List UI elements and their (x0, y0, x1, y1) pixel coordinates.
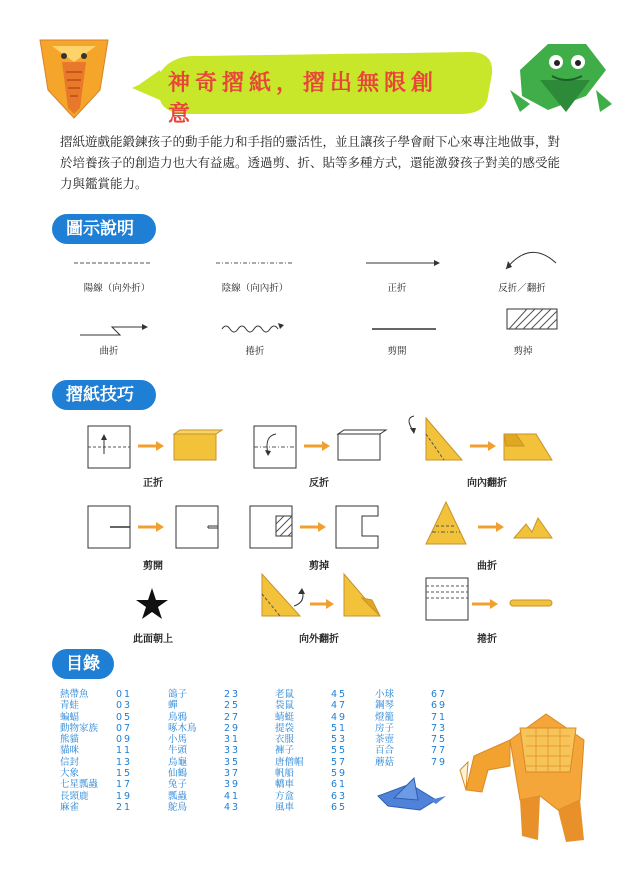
toc-entry (275, 745, 361, 756)
toc-entry-title: 青蛙 (60, 700, 80, 712)
technique-label-this-side-up: 此面朝上 (133, 634, 173, 645)
techniques-heading: 摺紙技巧 (52, 380, 156, 410)
toc-entry (275, 734, 361, 745)
toc-entry-title: 衣服 (275, 734, 295, 746)
intro-paragraph: 摺紙遊戲能鍛鍊孩子的動手能力和手指的靈活性，並且讓孩子學會耐下心來專注地做事，對於培養孩子的創造力也大有益處。透過剪、折、貼等多種方式，還能激發孩子對美的感受能力與鑑賞能力。 (60, 134, 561, 191)
toc-entry-page: 41 (224, 790, 241, 802)
toc-entry-title: 啄木鳥 (168, 722, 197, 734)
toc-entry-page: 79 (431, 756, 448, 768)
toc-entry-page: 73 (431, 722, 448, 734)
toc-entry-title: 房子 (375, 722, 395, 734)
technique-label-valley: 正折 (143, 478, 163, 489)
toc-entry (60, 723, 146, 734)
toc-entry-title: 蟬 (168, 700, 178, 712)
technique-valley-fold (88, 426, 222, 468)
toc-entry-page: 67 (431, 689, 448, 700)
toc-entry (168, 700, 254, 711)
toc-entry-title: 烏龜 (168, 756, 188, 768)
origami-elephant-icon (460, 714, 584, 842)
toc-column-3 (275, 689, 361, 813)
origami-bird-icon (378, 778, 446, 810)
toc-entry-page: 25 (224, 700, 241, 712)
technique-roll-fold (426, 578, 552, 620)
toc-entry (168, 779, 254, 790)
legend-label-back: 反折／翻折 (498, 283, 546, 294)
toc-entry (375, 689, 461, 700)
technique-label-inside-reverse: 向內翻折 (467, 478, 507, 489)
toc-entry-title: 熊貓 (60, 734, 80, 746)
technique-cut-open (88, 506, 218, 548)
toc-entry-page: 51 (331, 722, 348, 734)
legend-label-valley: 陰線（向內折） (221, 283, 289, 294)
toc-entry (168, 802, 254, 813)
toc-entry (60, 700, 146, 711)
technique-diagrams (0, 410, 626, 640)
toc-entry-title: 方盒 (275, 790, 295, 802)
toc-entry (275, 802, 361, 813)
toc-entry (168, 689, 254, 700)
origami-cicada-icon (40, 40, 108, 118)
toc-entry (275, 700, 361, 711)
toc-entry-title: 帆船 (275, 768, 295, 780)
toc-entry (60, 757, 146, 768)
toc-entry-title: 長頸鹿 (60, 790, 89, 802)
toc-entry-title: 小馬 (168, 734, 188, 746)
toc-entry-title: 褲子 (275, 745, 295, 757)
toc-entry (275, 779, 361, 790)
toc-entry (60, 734, 146, 745)
technique-label-outside-reverse: 向外翻折 (299, 634, 339, 645)
toc-entry-page: 53 (331, 734, 348, 746)
toc-entry (275, 791, 361, 802)
toc-entry-page: 65 (331, 801, 348, 813)
toc-entry (168, 757, 254, 768)
toc-entry-page: 57 (331, 756, 348, 768)
toc-entry-page: 77 (431, 745, 448, 757)
toc-entry-page: 13 (116, 756, 133, 768)
toc-entry-title: 百合 (375, 745, 395, 757)
toc-entry-title: 鴿子 (168, 689, 188, 700)
toc-entry-page: 27 (224, 711, 241, 723)
toc-entry-page: 69 (431, 700, 448, 712)
toc-entry-page: 39 (224, 779, 241, 791)
toc-entry (275, 712, 361, 723)
legend-heading: 圖示說明 (52, 214, 156, 244)
technique-label-cut-open: 剪開 (143, 561, 163, 572)
toc-entry-title: 仙鶴 (168, 768, 188, 780)
toc-entry-title: 小球 (375, 689, 395, 700)
toc-entry-title: 七星瓢蟲 (60, 779, 99, 791)
toc-entry (168, 791, 254, 802)
toc-entry-page: 01 (116, 689, 133, 700)
technique-label-zigzag: 曲折 (477, 561, 497, 572)
zigzag-fold-arrow (80, 324, 148, 335)
toc-entry (275, 689, 361, 700)
fold-forward-arrow (366, 260, 440, 266)
toc-entry-page: 11 (116, 745, 133, 757)
toc-entry-title: 信封 (60, 756, 80, 768)
technique-label-mountain: 反折 (309, 478, 329, 489)
toc-entry (275, 723, 361, 734)
toc-entry-page: 47 (331, 700, 348, 712)
toc-entry (60, 779, 146, 790)
toc-entry (60, 802, 146, 813)
technique-label-cut-away: 剪掉 (309, 561, 329, 572)
toc-entry-title: 熱帶魚 (60, 689, 89, 700)
toc-entry-title: 風車 (275, 801, 295, 813)
cut-away-box (507, 309, 557, 329)
toc-entry-title: 蘑菇 (375, 756, 395, 768)
toc-entry-page: 61 (331, 779, 348, 791)
toc-entry (60, 768, 146, 779)
toc-entry-page: 17 (116, 779, 133, 791)
toc-entry-page: 45 (331, 689, 348, 700)
toc-entry-title: 牛頭 (168, 745, 188, 757)
toc-entry-title: 鴕鳥 (168, 801, 188, 813)
toc-entry-page: 59 (331, 768, 348, 780)
toc-entry-page: 35 (224, 756, 241, 768)
toc-column-1 (60, 689, 146, 813)
roll-fold-arrow (222, 323, 284, 332)
toc-entry-title: 貓咪 (60, 745, 80, 757)
toc-entry-page: 43 (224, 801, 241, 813)
legend-label-forward: 正折 (387, 283, 407, 294)
legend-label-zigzag: 曲折 (99, 346, 119, 357)
toc-entry-page: 49 (331, 711, 348, 723)
technique-outside-reverse-fold (262, 574, 380, 616)
toc-entry (275, 768, 361, 779)
toc-heading: 目錄 (52, 649, 114, 679)
toc-entry (60, 791, 146, 802)
toc-entry-title: 袋鼠 (275, 700, 295, 712)
toc-entry-page: 63 (331, 790, 348, 802)
toc-entry-title: 蝙蝠 (60, 711, 80, 723)
toc-entry-title: 兔子 (168, 779, 188, 791)
toc-entry-page: 29 (224, 722, 241, 734)
toc-entry-title: 燈籠 (375, 711, 395, 723)
toc-entry-page: 71 (431, 711, 448, 723)
page-title: 神奇摺紙，摺出無限創意 (168, 70, 439, 127)
toc-entry-page: 23 (224, 689, 241, 700)
star-icon (136, 588, 168, 619)
toc-entry-page: 05 (116, 711, 133, 723)
toc-entry-page: 15 (116, 768, 133, 780)
toc-entry (168, 734, 254, 745)
toc-entry-page: 09 (116, 734, 133, 746)
technique-zigzag-fold (426, 502, 552, 544)
technique-label-roll: 捲折 (477, 634, 497, 645)
toc-entry-page: 03 (116, 700, 133, 712)
legend-label-roll: 捲折 (245, 346, 265, 357)
toc-entry-title: 動物家族 (60, 722, 99, 734)
toc-entry-page: 33 (224, 745, 241, 757)
toc-entry-title: 老鼠 (275, 689, 295, 700)
toc-entry-title: 轎車 (275, 779, 295, 791)
toc-entry-page: 37 (224, 768, 241, 780)
technique-mountain-fold (254, 426, 386, 468)
toc-entry-title: 大象 (60, 768, 80, 780)
toc-entry-page: 21 (116, 801, 133, 813)
toc-entry (60, 689, 146, 700)
toc-entry (275, 757, 361, 768)
fold-back-arrow (506, 252, 556, 269)
legend-label-cutaway: 剪掉 (513, 346, 533, 357)
toc-entry-page: 55 (331, 745, 348, 757)
technique-cut-away (250, 506, 378, 548)
toc-entry-title: 唐僧帽 (275, 756, 304, 768)
origami-illustrations (370, 700, 626, 878)
origami-frog-icon (510, 44, 612, 112)
technique-inside-reverse-fold (409, 416, 552, 460)
toc-column-2 (168, 689, 254, 813)
toc-entry (168, 712, 254, 723)
toc-entry (168, 745, 254, 756)
toc-entry-title: 提袋 (275, 722, 295, 734)
toc-entry-title: 茶壺 (375, 734, 395, 746)
legend-label-mountain: 陽線（向外折） (83, 283, 151, 294)
toc-entry (60, 712, 146, 723)
toc-entry-page: 31 (224, 734, 241, 746)
toc-entry-title: 鋼琴 (375, 700, 395, 712)
toc-entry (168, 723, 254, 734)
toc-entry-title: 蜻蜓 (275, 711, 295, 723)
legend-label-cut: 剪開 (387, 346, 407, 357)
toc-entry-page: 19 (116, 790, 133, 802)
toc-entry (60, 745, 146, 756)
toc-entry-title: 鳥鴉 (168, 711, 188, 723)
toc-entry (168, 768, 254, 779)
toc-entry-page: 07 (116, 722, 133, 734)
toc-entry-page: 75 (431, 734, 448, 746)
toc-entry-title: 麻雀 (60, 801, 80, 813)
toc-entry-title: 瓢蟲 (168, 790, 188, 802)
